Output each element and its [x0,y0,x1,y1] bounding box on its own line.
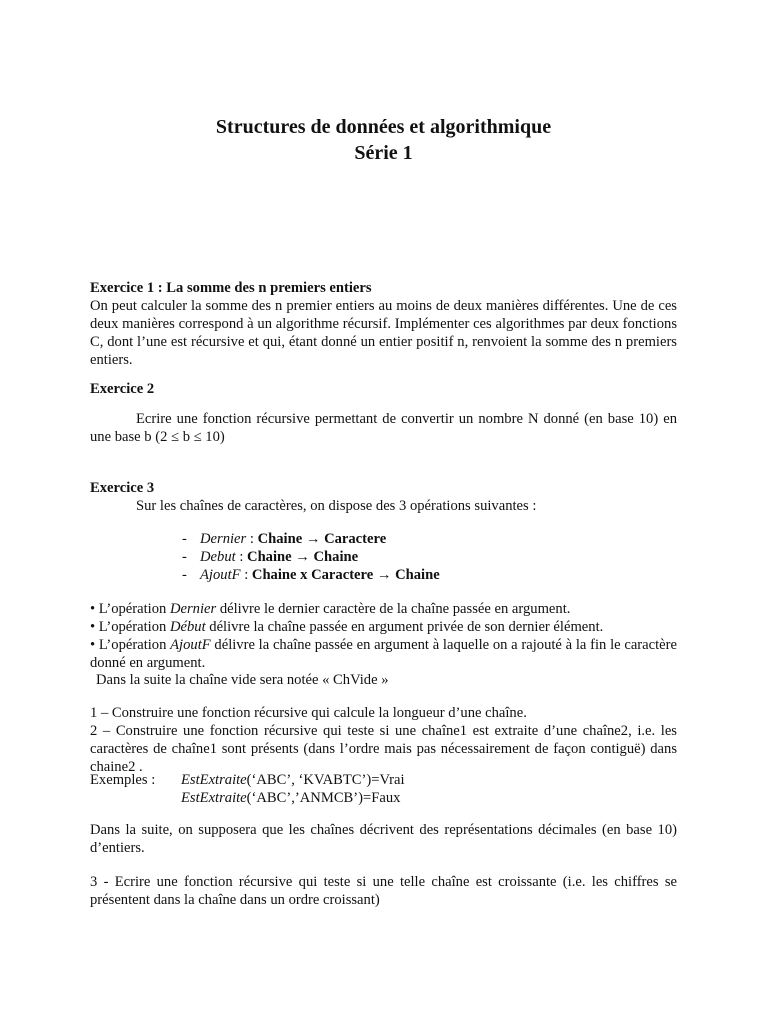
operation-name: Debut [200,549,236,565]
exercise-3-intro: Sur les chaînes de caractères, on dispose des 3 opérations suivantes : [136,498,537,514]
operation-ajoutf: - AjoutF : Chaine x Caractere → Chaine [182,567,440,583]
operation-debut: - Debut : Chaine → Chaine [182,549,359,565]
question-3: 3 - Ecrire une fonction récursive qui teste si une telle chaîne est croissante (i.e. les chiffres se présentent dans la chaîne dans un ordre croissant) [90,874,677,908]
operation-signature: Chaine → Caractere [257,531,387,547]
document-title [90,114,677,166]
operation-signature: Chaine x Caractere → Chaine [251,567,440,583]
question-1: 1 – Construire une fonction récursive qui calcule la longueur d’une chaîne. [90,705,527,721]
decimal-note: Dans la suite, on supposera que les chaînes décrivent des représentations décimales (en base 10) d’entiers. [90,822,677,856]
question-2: 2 – Construire une fonction récursive qui teste si une chaîne1 est extraite d’une chaîne2, i.e. les caractères de chaîne1 sont présents (dans l’ordre mais pas nécessairement de façon contiguë) dans chaine2 . [90,723,677,775]
examples-label: Exemples : [90,772,156,788]
title-line-1: Structures de données et algorithmique [215,116,552,138]
exercise-1-body: On peut calculer la somme des n premier entiers au moins de deux manières différentes. Une de ces deux manières correspond à un algorithme récursif. Implémenter ces algorithmes par deux fonctions C, dont l’une est récursive et qui, étant donné un entier positif n, renvoient la somme des n premiers entiers. [90,298,677,368]
title-line-2: Série 1 [354,142,413,164]
operation-name: AjoutF [200,567,241,583]
exercise-1 [90,279,677,369]
example-2: EstExtraite(‘ABC’,’ANMCB’)=Faux [181,790,401,806]
operation-name: Dernier [200,531,247,547]
bullet-icon: • [90,601,96,617]
operation-dernier: - Dernier : Chaine → Caractere [182,531,387,547]
exercise-1-heading: Exercice 1 : La somme des n premiers entiers [90,280,372,296]
bullet-debut: • L’opération Début délivre la chaîne passée en argument privée de son dernier élément. [90,619,604,635]
exercise-2 [90,380,677,446]
bullet-ajoutf: • L’opération AjoutF délivre la chaîne passée en argument à laquelle on a rajouté à la fin le caractère donné en argument. [90,637,677,671]
exercise-2-body: Ecrire une fonction récursive permettant de convertir un nombre N donné (en base 10) en une base b (2 ≤ b ≤ 10) [90,411,677,445]
bullet-icon: • [90,619,96,635]
chvide-note: Dans la suite la chaîne vide sera notée « ChVide » [96,672,389,688]
bullet-dernier: • L’opération Dernier délivre le dernier caractère de la chaîne passée en argument. [90,601,571,617]
bullet-icon: • [90,637,96,653]
exercise-3 [90,479,677,515]
operation-signature: Chaine → Chaine [247,549,359,565]
exercise-2-heading: Exercice 2 [90,381,155,397]
exercise-3-heading: Exercice 3 [90,480,155,496]
example-1: EstExtraite(‘ABC’, ‘KVABTC’)=Vrai [181,772,405,788]
